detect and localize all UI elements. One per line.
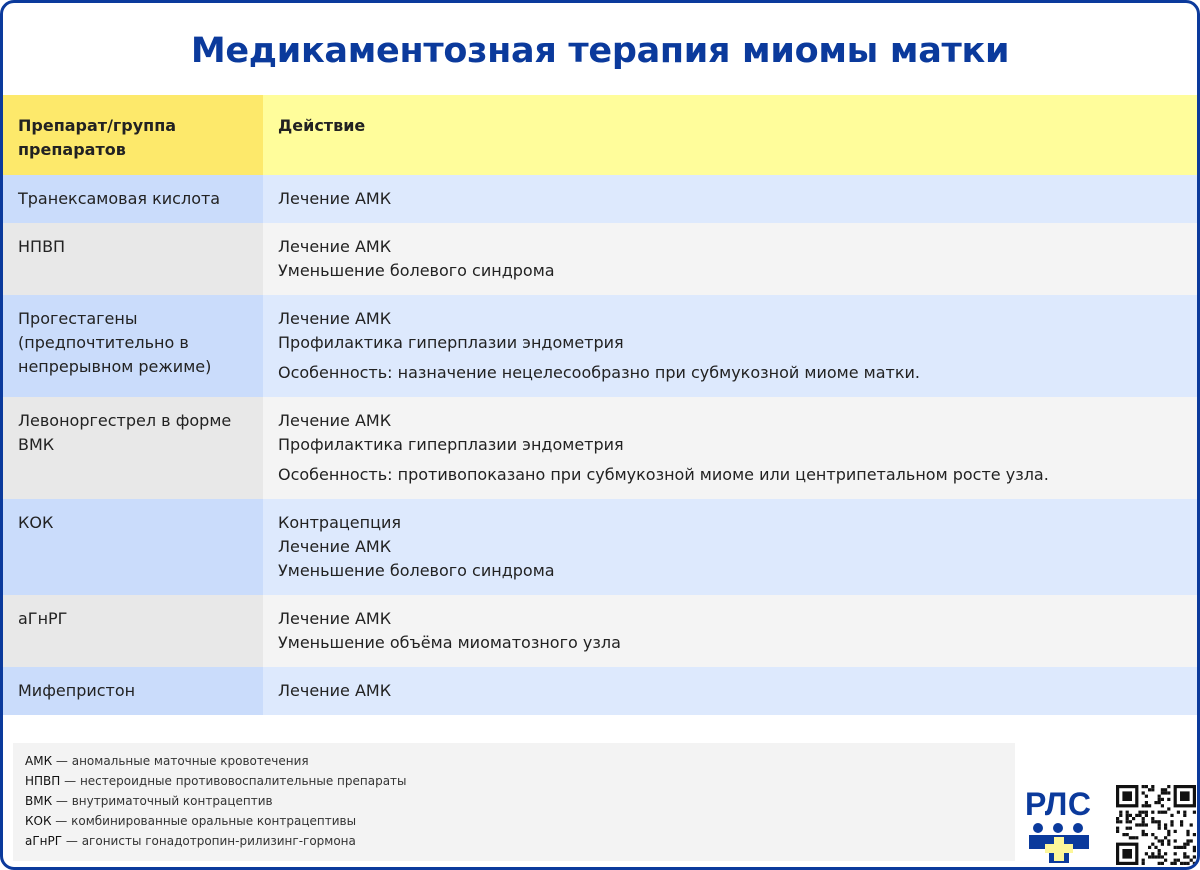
table-row — [3, 667, 1200, 715]
footnote-abbr: НПВП — [25, 774, 61, 788]
footnote-abbr: АМК — [25, 754, 53, 768]
drug-name: Мифепристон — [3, 667, 263, 715]
svg-text:РЛС: РЛС — [1025, 786, 1091, 822]
table-row — [3, 223, 1200, 295]
action-item: Контрацепция — [278, 513, 401, 532]
footnotes — [13, 743, 1015, 861]
footnote-abbr: КОК — [25, 814, 52, 828]
page-title: Медикаментозная терапия миомы матки — [190, 31, 1010, 71]
action-item: Уменьшение объёма миоматозного узла — [278, 633, 621, 652]
footnote-item — [25, 811, 1003, 831]
footnote-item — [25, 831, 1003, 851]
footnote-text: — нестероидные противовоспалительные препараты — [60, 774, 407, 788]
action-item: Лечение АМК — [278, 537, 392, 556]
action-item: Уменьшение болевого синдрома — [278, 261, 555, 280]
action-note: Особенность: противопоказано при субмукозной миоме или центрипетальном росте узла. — [278, 465, 1049, 484]
action-item: Лечение АМК — [278, 681, 392, 700]
rls-logo — [1023, 785, 1105, 865]
footnote-text: — аномальные маточные кровотечения — [52, 754, 309, 768]
drug-actions — [263, 223, 1200, 295]
footnote-item — [25, 751, 1003, 771]
column-header-action: Действие — [263, 95, 1200, 175]
table-row — [3, 499, 1200, 595]
table-header-row — [3, 95, 1200, 175]
drug-actions — [263, 175, 1200, 223]
action-item: Лечение АМК — [278, 309, 392, 328]
drug-name: Транексамовая кислота — [3, 175, 263, 223]
action-item: Профилактика гиперплазии эндометрия — [278, 333, 624, 352]
footnote-abbr: аГнРГ — [25, 834, 63, 848]
action-item: Лечение АМК — [278, 189, 392, 208]
footnote-item — [25, 771, 1003, 791]
action-item: Лечение АМК — [278, 237, 392, 256]
footnote-text: — комбинированные оральные контрацептивы — [51, 814, 357, 828]
footnote-item — [25, 791, 1003, 811]
drug-actions — [263, 667, 1200, 715]
drug-name: КОК — [3, 499, 263, 595]
action-item: Профилактика гиперплазии эндометрия — [278, 435, 624, 454]
drug-actions — [263, 595, 1200, 667]
action-item: Уменьшение болевого синдрома — [278, 561, 555, 580]
footnote-text: — агонисты гонадотропин-рилизинг-гормона — [62, 834, 356, 848]
table-row — [3, 397, 1200, 499]
table-row — [3, 595, 1200, 667]
drug-actions — [263, 499, 1200, 595]
drug-actions — [263, 397, 1200, 499]
drug-actions — [263, 295, 1200, 397]
drug-name: НПВП — [3, 223, 263, 295]
footnote-text: — внутриматочный контрацептив — [52, 794, 273, 808]
footnote-abbr: ВМК — [25, 794, 53, 808]
table-row — [3, 295, 1200, 397]
action-note: Особенность: назначение нецелесообразно при субмукозной миоме матки. — [278, 363, 920, 382]
therapy-table — [3, 95, 1200, 715]
qr-code[interactable] — [1116, 785, 1196, 865]
drug-name: Прогестагены (предпочтительно в непрерывном режиме) — [3, 295, 263, 397]
drug-name: Левоноргестрел в форме ВМК — [3, 397, 263, 499]
action-item: Лечение АМК — [278, 609, 392, 628]
action-item: Лечение АМК — [278, 411, 392, 430]
drug-name: аГнРГ — [3, 595, 263, 667]
table-row — [3, 175, 1200, 223]
column-header-drug: Препарат/группа препаратов — [3, 95, 263, 175]
